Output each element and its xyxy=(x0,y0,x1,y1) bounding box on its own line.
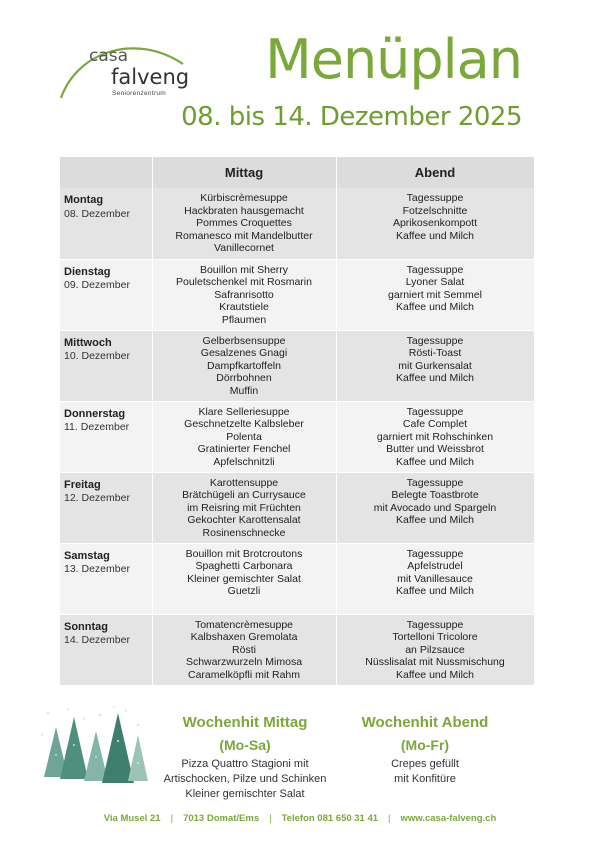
day-date: 11. Dezember xyxy=(64,421,130,434)
wochenhit-mittag xyxy=(160,714,330,802)
abend-dish: Tagessuppe xyxy=(406,263,464,276)
mittag-dish: Rösti xyxy=(232,643,256,656)
header-day xyxy=(60,157,152,188)
abend-dish: Belegte Toastbrote xyxy=(391,489,479,502)
mittag-dish: Apfelschnitzli xyxy=(213,455,275,468)
abend-dish: Butter und Weissbrot xyxy=(386,443,484,456)
mittag-dish: Dampfkartoffeln xyxy=(207,359,281,372)
logo-subtitle: Seniorenzentrum xyxy=(112,90,166,97)
abend-dish: Kaffee und Milch xyxy=(395,455,475,468)
abend-dish: Kaffee und Milch xyxy=(395,585,475,598)
wochenhit-line: Artischocken, Pilze und Schinken xyxy=(163,773,327,785)
mittag-dish: Rosinenschnecke xyxy=(202,526,286,539)
day-name: Donnerstag xyxy=(64,407,126,420)
mittag-dish: Romanesco mit Mandelbutter xyxy=(175,229,313,242)
abend-dish: Apfelstrudel xyxy=(407,560,463,573)
abend-dish: garniert mit Rohschinken xyxy=(376,430,494,443)
abend-cell xyxy=(336,614,534,685)
wochenhit-line: mit Konfitüre xyxy=(394,773,456,785)
wochenhit-line: Crepes gefüllt xyxy=(391,758,459,770)
wochenhit-mittag-title: Wochenhit Mittag xyxy=(182,714,308,731)
mittag-dish: Kürbiscrèmesuppe xyxy=(200,192,288,204)
day-cell xyxy=(60,259,152,330)
abend-dish: Lyoner Salat xyxy=(405,276,465,289)
mittag-dish: Pouletschenkel mit Rosmarin xyxy=(176,276,312,289)
mittag-cell xyxy=(152,188,336,259)
day-date: 12. Dezember xyxy=(64,492,130,505)
abend-cell xyxy=(336,259,534,330)
mittag-dish: Spaghetti Carbonara xyxy=(195,560,293,573)
menu-table xyxy=(60,157,535,686)
abend-dish: Cafe Complet xyxy=(402,418,468,431)
mittag-cell xyxy=(152,614,336,685)
abend-dish: an Pilzsauce xyxy=(405,643,465,656)
abend-dish: garniert mit Semmel xyxy=(388,288,482,301)
mittag-cell xyxy=(152,401,336,472)
footer: Via Musel 21 | 7013 Domat/Ems | Telefon 081 650 31 41 | www.casa-falveng.ch xyxy=(103,813,497,824)
mittag-dish: Pommes Croquettes xyxy=(196,217,292,230)
table-row xyxy=(60,401,534,472)
mittag-dish: Bouillon mit Sherry xyxy=(199,263,289,276)
abend-dish: Tortelloni Tricolore xyxy=(392,631,478,644)
logo-casa: casa xyxy=(89,46,129,66)
abend-cell xyxy=(336,330,534,401)
wochenhit-abend-title: Wochenhit Abend xyxy=(361,714,489,731)
mittag-dish: Kalbshaxen Gremolata xyxy=(190,631,298,644)
day-name: Mittwoch xyxy=(64,336,112,349)
day-cell xyxy=(60,330,152,401)
mittag-dish: Pflaumen xyxy=(221,313,267,326)
christmas-trees-icon xyxy=(38,705,150,787)
day-cell xyxy=(60,614,152,685)
footer-address: Via Musel 21 xyxy=(103,813,161,824)
abend-dish: Kaffee und Milch xyxy=(395,668,475,681)
mittag-dish: Caramelköpfli mit Rahm xyxy=(187,668,301,681)
abend-dish: Tagessuppe xyxy=(406,192,464,204)
footer-web-link[interactable]: www.casa-falveng.ch xyxy=(400,813,497,824)
day-cell xyxy=(60,543,152,614)
day-date: 09. Dezember xyxy=(64,279,130,292)
wochenhit-abend-lines xyxy=(360,757,490,787)
mittag-cell xyxy=(152,259,336,330)
day-name: Samstag xyxy=(64,549,110,562)
footer-city: 7013 Domat/Ems xyxy=(183,813,260,824)
mittag-dish: Safranrisotto xyxy=(214,288,274,301)
wochenhit-line: Pizza Quattro Stagioni mit xyxy=(181,758,309,770)
abend-cell xyxy=(336,401,534,472)
day-date: 13. Dezember xyxy=(64,563,130,576)
day-name: Freitag xyxy=(64,478,101,491)
table-row xyxy=(60,543,534,614)
mittag-dish: Hackbraten hausgemacht xyxy=(184,204,304,217)
abend-dish: mit Vanillesauce xyxy=(397,572,473,585)
mittag-dish: Vanillecornet xyxy=(214,242,274,255)
abend-dish: mit Gurkensalat xyxy=(398,359,472,372)
date-range: 08. bis 14. Dezember 2025 xyxy=(181,102,522,132)
wochenhit-mittag-days: (Mo-Sa) xyxy=(219,737,271,753)
page-title: Menüplan xyxy=(265,28,522,91)
wochenhit-abend-days: (Mo-Fr) xyxy=(400,737,450,753)
abend-dish: Rösti-Toast xyxy=(408,347,462,360)
mittag-dish: Polenta xyxy=(226,430,262,443)
logo-falveng: falveng xyxy=(111,65,190,89)
day-cell xyxy=(60,401,152,472)
mittag-dish: Dörrbohnen xyxy=(216,372,272,385)
mittag-cell xyxy=(152,543,336,614)
mittag-cell xyxy=(152,472,336,543)
wochenhit-line: Kleiner gemischter Salat xyxy=(185,788,305,800)
mittag-dish: Karottensuppe xyxy=(209,476,279,489)
abend-dish: Tagessuppe xyxy=(406,476,464,489)
table-row xyxy=(60,188,534,259)
abend-dish: Tagessuppe xyxy=(406,334,464,347)
abend-dish: Kaffee und Milch xyxy=(395,514,475,527)
day-name: Dienstag xyxy=(64,265,111,278)
header-mittag: Mittag xyxy=(152,157,336,188)
mittag-dish: im Reisring mit Früchten xyxy=(187,501,301,514)
mittag-dish: Schwarzwurzeln Mimosa xyxy=(185,656,303,669)
table-row xyxy=(60,259,534,330)
day-date: 14. Dezember xyxy=(64,634,130,647)
abend-dish: Fotzelschnitte xyxy=(402,204,468,217)
mittag-dish: Gelberbsensuppe xyxy=(202,334,286,347)
abend-dish: Kaffee und Milch xyxy=(395,229,475,242)
abend-cell xyxy=(336,188,534,259)
day-cell xyxy=(60,188,152,259)
mittag-cell xyxy=(152,330,336,401)
table-row xyxy=(60,614,534,685)
mittag-dish: Geschnetzelte Kalbsleber xyxy=(184,418,304,431)
table-row xyxy=(60,472,534,543)
abend-dish: Nüsslisalat mit Nussmischung xyxy=(365,656,505,669)
abend-dish: mit Avocado und Spargeln xyxy=(373,501,497,514)
mittag-dish: Tomatencrèmesuppe xyxy=(194,618,294,631)
abend-cell xyxy=(336,543,534,614)
mittag-dish: Bouillon mit Brotcroutons xyxy=(185,547,303,560)
mittag-dish: Klare Selleriesuppe xyxy=(198,405,290,418)
abend-dish: Tagessuppe xyxy=(406,618,464,631)
mittag-dish: Kleiner gemischter Salat xyxy=(187,572,301,585)
mittag-dish: Krautstiele xyxy=(219,301,269,314)
header-abend: Abend xyxy=(336,157,534,188)
day-name: Montag xyxy=(64,194,104,206)
day-date: 08. Dezember xyxy=(64,207,130,220)
table-row xyxy=(60,330,534,401)
wochenhit-abend xyxy=(360,714,490,787)
mittag-dish: Gratinierter Fenchel xyxy=(197,443,291,456)
footer-phone: Telefon 081 650 31 41 xyxy=(281,813,379,824)
mittag-dish: Muffin xyxy=(229,384,259,397)
abend-dish: Kaffee und Milch xyxy=(395,301,475,314)
mittag-dish: Gekochter Karottensalat xyxy=(187,514,301,527)
abend-cell xyxy=(336,472,534,543)
abend-dish: Kaffee und Milch xyxy=(395,372,475,385)
abend-dish: Aprikosenkompott xyxy=(392,217,478,230)
logo xyxy=(55,30,195,105)
wochenhit-mittag-lines xyxy=(160,757,330,802)
day-date: 10. Dezember xyxy=(64,350,130,363)
mittag-dish: Brätchügeli an Currysauce xyxy=(182,489,306,502)
abend-dish: Tagessuppe xyxy=(406,547,464,560)
mittag-dish: Guetzli xyxy=(227,585,261,598)
day-cell xyxy=(60,472,152,543)
mittag-dish: Gesalzenes Gnagi xyxy=(200,347,288,360)
day-name: Sonntag xyxy=(64,620,108,633)
abend-dish: Tagessuppe xyxy=(406,405,464,418)
